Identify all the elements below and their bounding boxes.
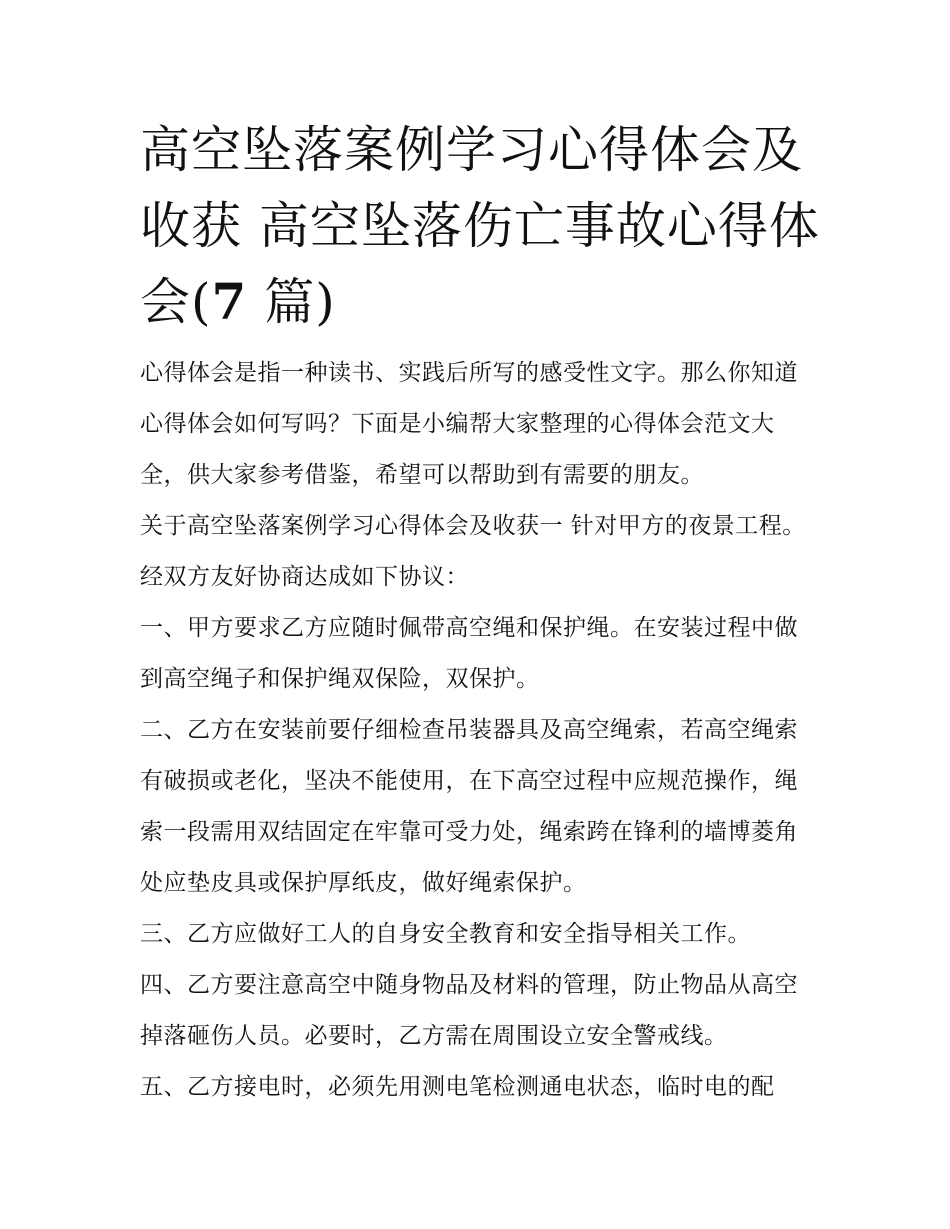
title-line-3-prefix: 会( — [140, 273, 212, 331]
paragraph-clause-3: 三、乙方应做好工人的自身安全教育和安全指导相关工作。 — [140, 921, 751, 947]
paragraph-clause-5: 五、乙方接电时，必须先用测电笔检测通电状态，临时电的配 — [140, 1074, 775, 1100]
document-title — [140, 112, 820, 340]
title-line-2: 收获 高空坠落伤亡事故心得体 — [140, 197, 820, 255]
paragraph-section-one-intro: 关于高空坠落案例学习心得体会及收获一 针对甲方的夜景工程。经双方友好协商达成如下协议： — [140, 513, 806, 590]
paragraph-intro: 心得体会是指一种读书、实践后所写的感受性文字。那么你知道心得体会如何写吗？下面是小编帮大家整理的心得体会范文大全，供大家参考借鉴，希望可以帮助到有需要的朋友。 — [140, 360, 798, 488]
title-line-3-number: 7 — [211, 272, 248, 331]
paragraph-clause-1: 一、甲方要求乙方应随时佩带高空绳和保护绳。在安装过程中做到高空绳子和保护绳双保险，双保护。 — [140, 615, 798, 692]
paragraph-clause-4: 四、乙方要注意高空中随身物品及材料的管理，防止物品从高空掉落砸伤人员。必要时，乙方需在周围设立安全警戒线。 — [140, 972, 798, 1049]
title-line-3-suffix: 篇) — [247, 273, 336, 331]
paragraph-list — [140, 348, 820, 1113]
paragraph-clause-2: 二、乙方在安装前要仔细检查吊装器具及高空绳索，若高空绳索有破损或老化，坚决不能使用，在下高空过程中应规范操作，绳索一段需用双结固定在牢靠可受力处，绳索跨在锋利的墙博菱角处应垫皮具或保护厚纸皮，做好绳索保护。 — [140, 717, 798, 896]
title-line-1: 高空坠落案例学习心得体会及 — [140, 121, 803, 179]
document-body — [140, 112, 820, 1113]
